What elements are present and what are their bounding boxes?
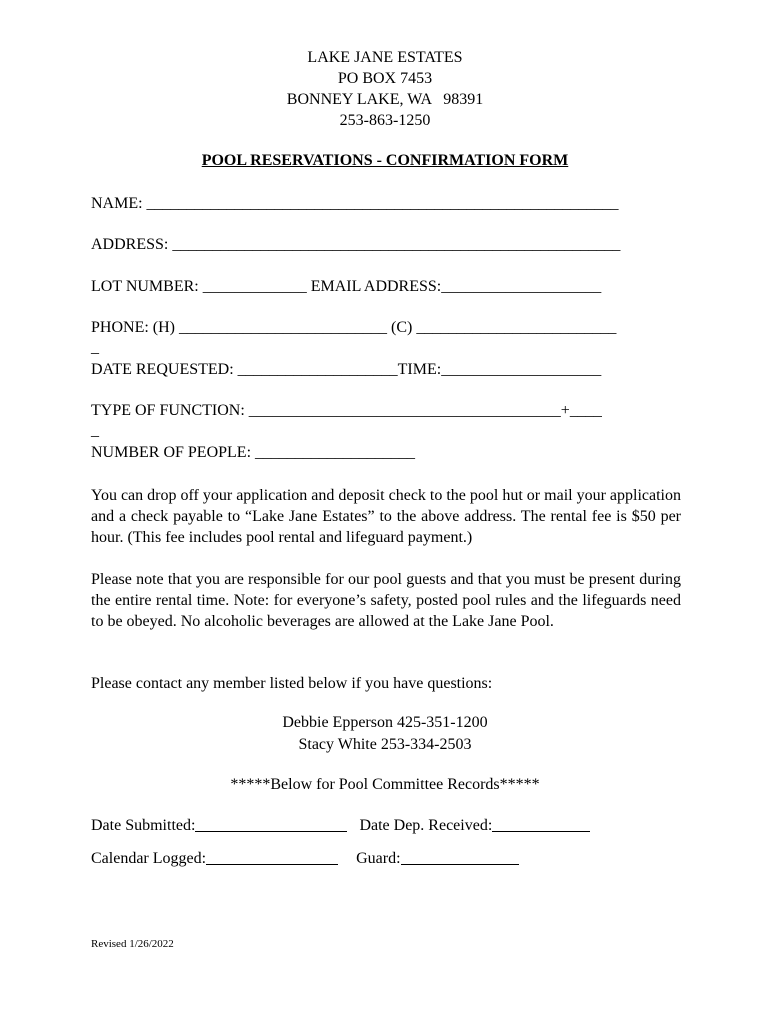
form-title: POOL RESERVATIONS - CONFIRMATION FORM <box>201 152 569 169</box>
date-dep-received-line[interactable] <box>492 815 590 832</box>
function-field[interactable]: TYPE OF FUNCTION: _______________________________________+____ <box>91 402 602 419</box>
po-box: PO BOX 7453 <box>337 70 433 87</box>
lot-email-field[interactable]: LOT NUMBER: _____________ EMAIL ADDRESS:____________________ <box>91 278 602 295</box>
contact-item: Stacy White 253-334-2503 <box>298 736 472 753</box>
letterhead <box>0 47 770 131</box>
name-field[interactable]: NAME: ___________________________________________________________ <box>91 195 619 212</box>
date-time-field[interactable]: DATE REQUESTED: ____________________TIME:____________________ <box>91 361 602 378</box>
responsibility-paragraph: Please note that you are responsible for our pool guests and that you must be present during the entire rental time. Note: for everyone’s safety, posted pool rules and the lifeguards need to be obeyed. No alcoholic beverages are allowed at the Lake Jane Pool. <box>91 571 681 630</box>
revised-date: Revised 1/26/2022 <box>91 938 174 950</box>
contact-paragraph: Please contact any member listed below if you have questions: <box>91 675 493 692</box>
instructions-paragraph: You can drop off your application and deposit check to the pool hut or mail your application and a check payable to “Lake Jane Estates” to the above address. The rental fee is $50 per hour. (This fee includes pool rental and lifeguard payment.) <box>91 487 681 546</box>
city-state-zip: BONNEY LAKE, WA 98391 <box>286 91 484 108</box>
committee-row-2 <box>91 848 519 868</box>
phone-field[interactable]: PHONE: (H) __________________________ (C) _________________________ <box>91 319 617 336</box>
function-field-overflow: _ <box>91 422 99 439</box>
contact-item: Debbie Epperson 425-351-1200 <box>282 714 488 731</box>
calendar-logged-label: Calendar Logged: <box>91 850 207 867</box>
address-field[interactable]: ADDRESS: ________________________________________________________ <box>91 236 621 253</box>
date-dep-received-label: Date Dep. Received: <box>359 817 493 834</box>
contact-list <box>0 712 770 756</box>
guard-line[interactable] <box>401 848 519 865</box>
people-field[interactable]: NUMBER OF PEOPLE: ____________________ <box>91 444 416 461</box>
phone-field-overflow: _ <box>91 339 99 356</box>
committee-heading: *****Below for Pool Committee Records***** <box>230 776 540 793</box>
calendar-logged-line[interactable] <box>206 848 338 865</box>
date-submitted-label: Date Submitted: <box>91 817 196 834</box>
guard-label: Guard: <box>356 850 401 867</box>
org-phone: 253-863-1250 <box>339 112 431 129</box>
date-submitted-line[interactable] <box>195 815 347 832</box>
org-name: LAKE JANE ESTATES <box>307 49 463 66</box>
committee-row-1 <box>91 815 590 835</box>
